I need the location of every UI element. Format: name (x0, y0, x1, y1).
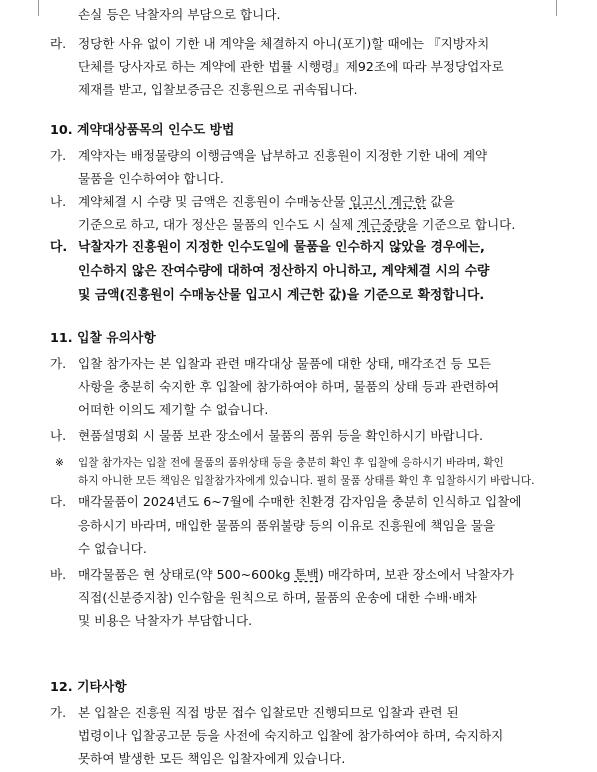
text (78, 217, 515, 233)
heading-text: 12. 기타사항 (50, 680, 127, 695)
list-marker: 다. (50, 240, 68, 255)
text: 및 금액(진흥원이 수매농산물 입고시 계근한 값)을 기준으로 확정합니다. (78, 288, 485, 303)
text-part: ) 매각하며, 보관 장소에서 낙찰자가 (318, 567, 515, 582)
text: 매각물품이 2024년도 6~7월에 수매한 친환경 감자임을 충분히 인식하고 입찰에 (78, 494, 522, 509)
text (78, 567, 514, 583)
text: 손실 등은 낙찰자의 부담으로 합니다. (78, 7, 281, 22)
underlined-text: 입고시 계근한 (349, 194, 427, 209)
underlined-text: 계근중량 (357, 217, 407, 232)
text: 계약자는 배정물량의 이행금액을 납부하고 진흥원이 지정한 기한 내에 계약 (78, 148, 488, 163)
text: 수 없습니다. (78, 541, 147, 556)
text-part: 을 기준으로 합니다. (406, 217, 516, 232)
heading-text: 11. 입찰 유의사항 (50, 331, 156, 346)
text: 물품을 인수하여야 합니다. (78, 171, 224, 186)
list-marker: 라. (50, 36, 67, 51)
text-part: 값을 (426, 194, 455, 209)
list-marker: 나. (50, 428, 67, 443)
list-marker: 다. (50, 494, 67, 509)
text: 못하여 발생한 모든 책임은 입찰자에게 있습니다. (78, 751, 346, 766)
text-part: 계약체결 시 수량 및 금액은 진흥원이 수매농산물 (78, 194, 350, 209)
list-marker: 가. (50, 356, 67, 371)
text: 정당한 사유 없이 기한 내 계약을 체결하지 아니(포기)할 때에는 『지방자치 (78, 36, 490, 51)
text: 직접(신분증지참) 인수함을 원칙으로 하며, 물품의 운송에 대한 수배·배차 (78, 590, 477, 605)
text: 본 입찰은 진흥원 직접 방문 접수 입찰로만 진행되므로 입찰과 관련 된 (78, 705, 459, 720)
text: 응하시기 바라며, 매입한 물품의 품위불량 등의 이유로 진흥원에 책임을 물을 (78, 518, 496, 533)
list-marker: 나. (50, 194, 67, 209)
text-part: 기준으로 하고, 대가 정산은 물품의 인수도 시 실제 (78, 217, 358, 232)
text: 현품설명회 시 물품 보관 장소에서 물품의 품위 등을 확인하시기 바랍니다. (78, 428, 483, 443)
text: 인수하지 않은 잔여수량에 대하여 정산하지 아니하고, 계약체결 시의 수량 (78, 264, 490, 279)
note-marker: ※ (55, 457, 64, 469)
text (78, 194, 455, 210)
list-marker: 가. (50, 148, 67, 163)
text: 입찰 참가자는 본 입찰과 관련 매각대상 물품에 대한 상태, 매각조건 등 모든 (78, 356, 492, 371)
text: 사항을 충분히 숙지한 후 입찰에 참가하여야 하며, 물품의 상태 등과 관련하여 (78, 379, 500, 394)
text: 단체를 당사자로 하는 계약에 관한 법률 시행령』제92조에 따라 부정당업자로 (78, 59, 504, 74)
underlined-text: 톤백 (294, 567, 319, 582)
text: 어떠한 이의도 제기할 수 없습니다. (78, 402, 269, 417)
text: 및 비용은 낙찰자가 부담합니다. (78, 613, 253, 628)
heading-text: 10. 계약대상품목의 인수도 방법 (50, 123, 235, 138)
note-text: 하지 아니한 모든 책임은 입찰참가자에게 있습니다. 필히 물품 상태를 확인 후 입찰하시기 바랍니다. (78, 475, 535, 487)
list-marker: 바. (50, 567, 67, 582)
text: 낙찰자가 진흥원이 지정한 인수도일에 물품을 인수하지 않았을 경우에는, (78, 240, 485, 255)
text-part: 매각물품은 현 상태로(약 500~600kg (78, 567, 295, 582)
list-marker: 가. (50, 705, 67, 720)
text: 제재를 받고, 입찰보증금은 진흥원으로 귀속됩니다. (78, 82, 358, 97)
note-text: 입찰 참가자는 입찰 전에 물품의 품위상태 등을 충분히 확인 후 입찰에 응하시기 바라며, 확인 (78, 457, 504, 469)
text: 법령이나 입찰공고문 등을 사전에 숙지하고 입찰에 참가하여야 하며, 숙지하지 (78, 728, 504, 743)
